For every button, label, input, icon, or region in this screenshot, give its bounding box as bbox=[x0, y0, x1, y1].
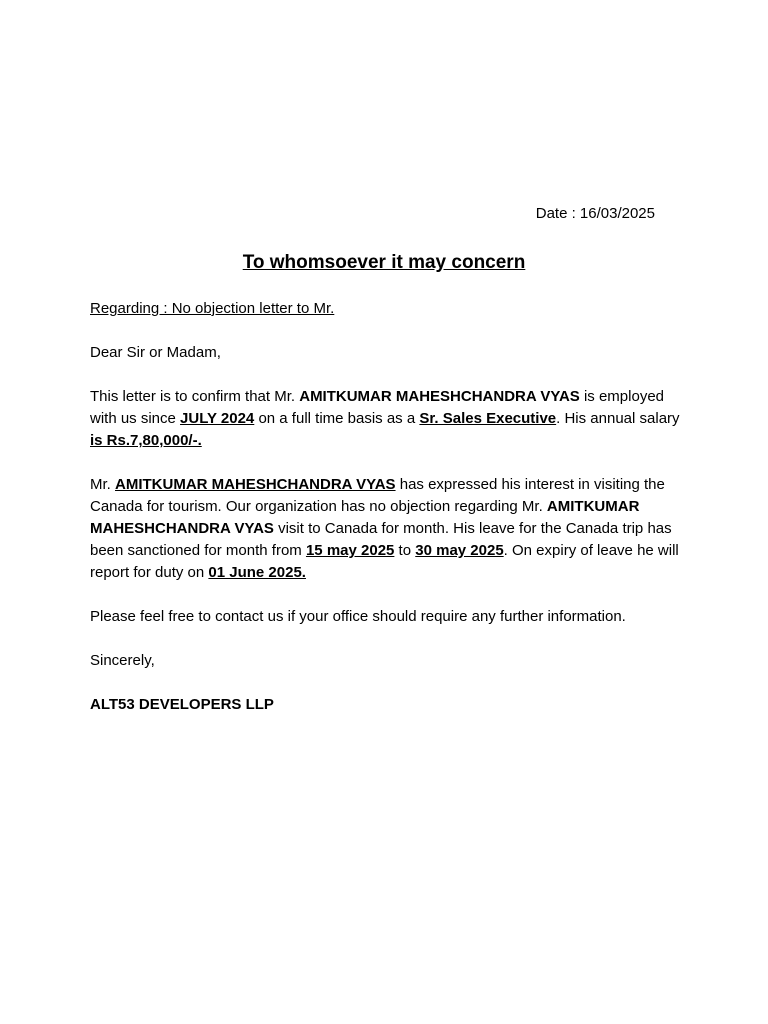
closing: Sincerely, bbox=[90, 652, 155, 669]
employee-name: AMITKUMAR MAHESHCHANDRA VYAS bbox=[299, 388, 580, 405]
text-run: is employed with us since bbox=[90, 388, 665, 427]
salutation: Dear Sir or Madam, bbox=[90, 344, 221, 361]
leave-to-date: 30 may 2025 bbox=[415, 542, 504, 559]
text-run: Mr. bbox=[90, 476, 115, 493]
paragraph-contact: Please feel free to contact us if your office should require any further information. bbox=[90, 608, 626, 625]
designation: Sr. Sales Executive bbox=[419, 410, 557, 427]
letter-body bbox=[90, 298, 686, 738]
paragraph-travel bbox=[90, 474, 686, 584]
employment-start-date: JULY 2024 bbox=[180, 410, 255, 427]
text-run: visit to Canada for month. His leave for the Canada trip has been sanctioned for month from bbox=[90, 520, 672, 559]
text-run: . His annual salary bbox=[556, 410, 680, 427]
text-run: This letter is to confirm that Mr. bbox=[90, 388, 300, 405]
employee-name: AMITKUMAR MAHESHCHANDRA VYAS bbox=[115, 476, 396, 493]
annual-salary: is Rs.7,80,000/-. bbox=[90, 432, 202, 449]
text-run: to bbox=[394, 542, 416, 559]
employee-name: AMITKUMAR MAHESHCHANDRA VYAS bbox=[90, 498, 640, 537]
text-run: . On expiry of leave he will report for duty on bbox=[90, 542, 679, 581]
paragraph-employment bbox=[90, 386, 686, 452]
return-date: 01 June 2025. bbox=[208, 564, 306, 581]
subject-text: Regarding : No objection letter to Mr. bbox=[90, 300, 335, 317]
company-name: ALT53 DEVELOPERS LLP bbox=[90, 696, 274, 713]
letter-title: To whomsoever it may concern bbox=[242, 252, 526, 273]
subject-line bbox=[90, 298, 686, 320]
text-run: on a full time basis as a bbox=[254, 410, 420, 427]
letter-date: Date : 16/03/2025 bbox=[535, 205, 655, 222]
text-run: has expressed his interest in visiting the Canada for tourism. Our organization has no objection regarding Mr. bbox=[90, 476, 665, 515]
leave-from-date: 15 may 2025 bbox=[305, 542, 395, 559]
